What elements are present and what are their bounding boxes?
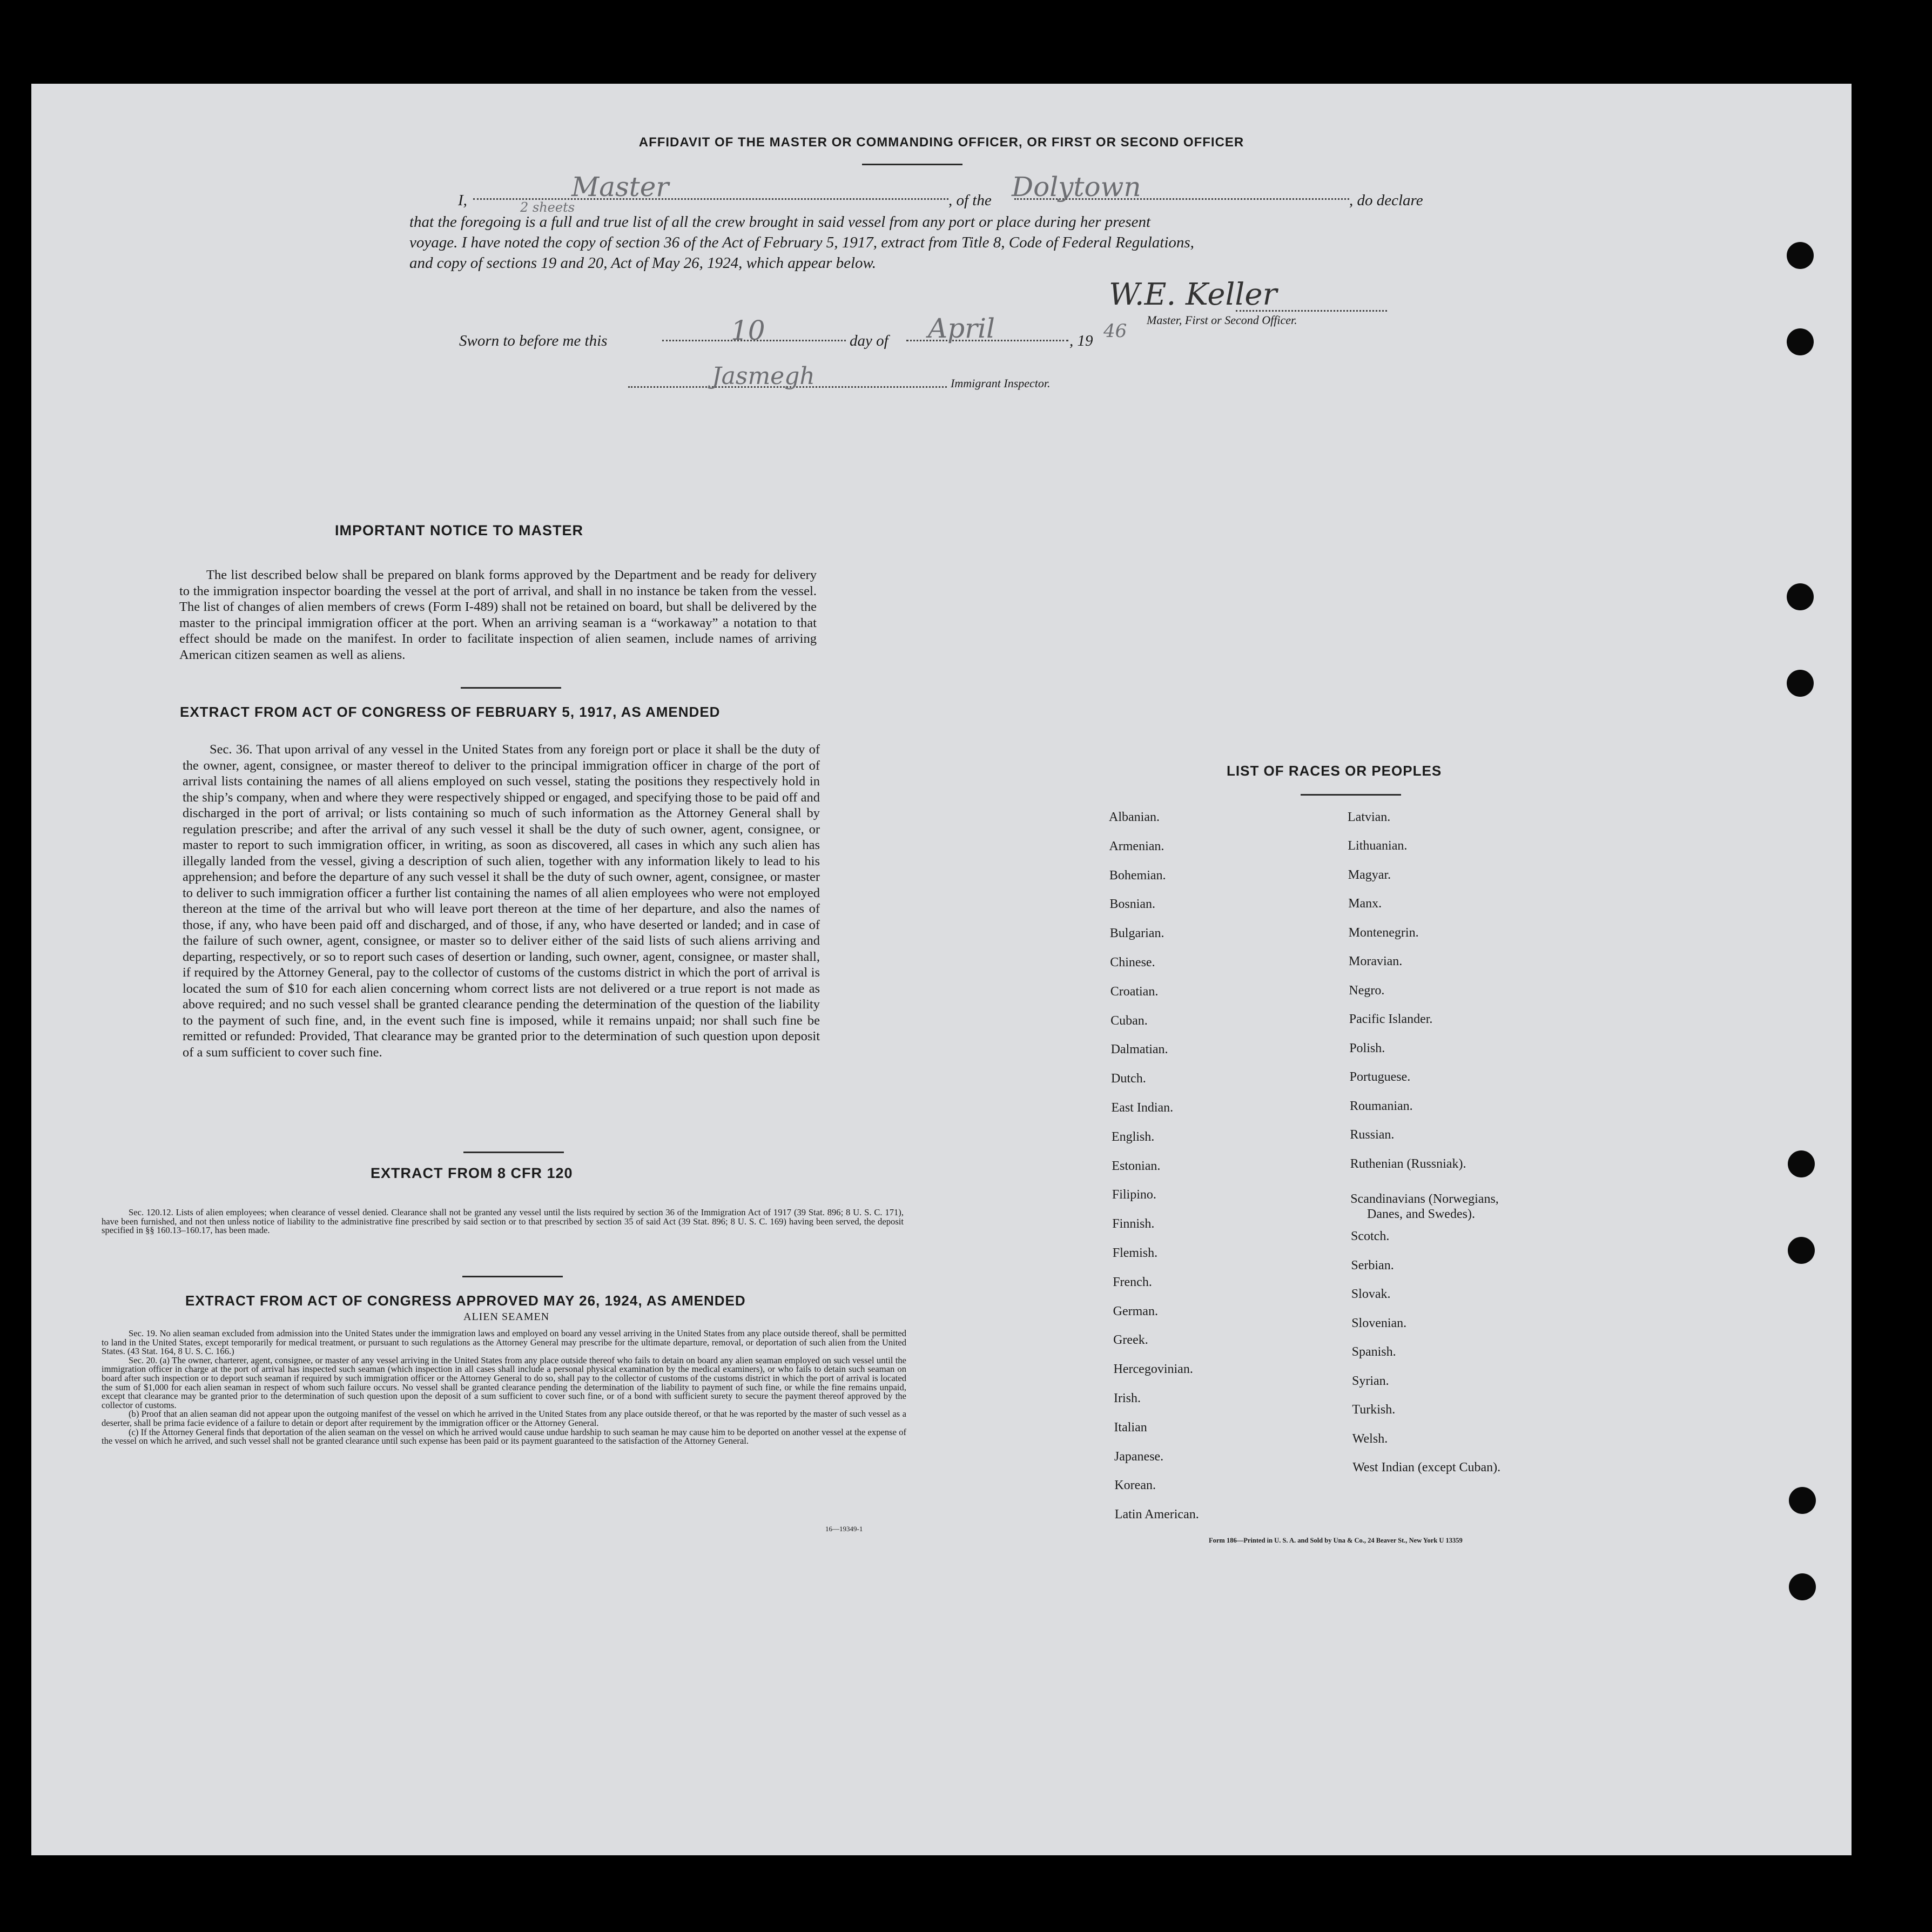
handwritten-vessel: Dolytown: [1012, 171, 1141, 203]
signature-blank: [1236, 310, 1387, 312]
punch-hole: [1787, 583, 1814, 610]
race-item: Ruthenian (Russniak).: [1350, 1157, 1466, 1171]
race-item: Lithuanian.: [1348, 839, 1408, 853]
race-item: Latin American.: [1114, 1507, 1199, 1522]
race-item: Welsh.: [1352, 1432, 1388, 1446]
races-title-rule: [1301, 794, 1401, 796]
race-item: Russian.: [1350, 1128, 1395, 1142]
extract-1917-title: EXTRACT FROM ACT OF CONGRESS OF FEBRUARY 5, 1917, AS AMENDED: [180, 704, 721, 720]
document-sheet: [31, 84, 1852, 1855]
race-item: Bosnian.: [1109, 897, 1156, 912]
punch-hole: [1789, 1487, 1816, 1514]
form-code: 16—19349-1: [825, 1525, 863, 1533]
race-item: Japanese.: [1114, 1449, 1164, 1464]
signer-caption: Master, First or Second Officer.: [1147, 313, 1297, 327]
handwritten-position: Master: [571, 171, 669, 203]
race-item: Estonian.: [1112, 1159, 1161, 1173]
form-footer: Form 186—Printed in U. S. A. and Sold by Una & Co., 24 Beaver St., New York U 13359: [1209, 1537, 1463, 1544]
punch-hole: [1789, 1573, 1816, 1600]
section-rule: [463, 1152, 564, 1153]
race-item: Syrian.: [1352, 1374, 1389, 1388]
sec36-paragraph: Sec. 36. That upon arrival of any vessel in the United States from any foreign port or place it shall be the duty of the owner, agent, consignee, or master thereof to deliver to the principal immigration officer in charge of the port of arrival lists containing the names of all aliens employed on such vessel, stating the positions they respectively hold in the ship’s company, when and where they were respectively shipped or engaged, and specifying those to be paid off and discharged in the port of arrival; or lists containing so much of such information as the Attorney General shall by regulation prescribe; and after the arrival of any such vessel it shall be the duty of such owner, agent, consignee, or master to report to such immigration officer, in writing, as soon as discovered, all cases in which any such alien has illegally landed from the vessel, giving a description of such alien, together with any information likely to lead to his apprehension; and before the departure of any such vessel it shall be the duty of such owner, agent, consignee, or master to deliver to such immigration officer a further list containing the names of all alien employees who were not employed thereon at the time of the arrival but who will leave port thereon at the time of her departure, and also the names of those, if any, who have been paid off and discharged, and of those, if any, who have deserted or landed; and in case of the failure of such owner, agent, consignee, or master so to deliver either of the said lists of such aliens arriving and departing, respectively, or so to report such cases of desertion or landing, such owner, agent, consignee, or master shall, if required by the Attorney General, pay to the collector of customs of the customs district in which the port of arrival is located the sum of $10 for each alien concerning whom correct lists are not delivered or a true report is not made as above required; and no such vessel shall be granted clearance pending the determination of the question of the liability to the payment of such fine, and, in the event such fine is imposed, while it remains unpaid; nor shall such fine be remitted or refunded: Provided, That clearance may be granted prior to the determination of such question upon deposit of a sum sufficient to cover such fine.: [183, 742, 820, 1060]
race-item: Danes, and Swedes).: [1367, 1207, 1475, 1221]
extract-1924-title: EXTRACT FROM ACT OF CONGRESS APPROVED MAY 26, 1924, AS AMENDED: [185, 1293, 746, 1309]
race-item: Slovenian.: [1351, 1316, 1407, 1330]
race-item: Italian: [1114, 1420, 1147, 1435]
race-item: Flemish.: [1112, 1246, 1158, 1260]
race-item: Serbian.: [1351, 1258, 1394, 1273]
race-item: Bulgarian.: [1109, 926, 1164, 941]
title-rule: [862, 164, 962, 165]
race-item: Manx.: [1348, 897, 1382, 911]
extract-1917-body: [183, 742, 820, 1060]
notice-paragraph: The list described below shall be prepared on blank forms approved by the Department and be ready for delivery to the immigration inspector boarding the vessel at the port of arrival, and shall in no instance be taken from the vessel. The list of changes of alien members of crews (Form I-489) shall not be retained on board, but shall be delivered by the master to the principal immigration officer at the port. When an arriving seaman is a “workaway” a notation to that effect should be made on the manifest. In order to facilitate inspection of alien seamen, include names of arriving American citizen seamen as well as aliens.: [179, 568, 817, 662]
sec20a-paragraph: Sec. 20. (a) The owner, charterer, agent, consignee, or master of any vessel arriving in the United States from any place outside thereof who fails to detain on board any alien seaman employed on such vessel until the immigration officer in charge at the port of arrival has inspected such seaman (which inspection in all cases shall include a personal physical examination by the medical examiners), or who fails to detain such seaman on board after such inspection or to deport such seaman if required by such immigration officer or the Attorney General to do so, shall pay to the collector of customs of the customs district in which the port of arrival is located the sum of $1,000 for each alien seaman in respect of whom such failure occurs. No vessel shall be granted clearance pending the determination of the liability to payment of such fine, or while the fine remains unpaid, except that clearance may be granted prior to the determination of such question upon the deposit of a sum sufficient to cover such fine, or of a bond with sufficient surety to secure the payment thereof approved by the collector of customs.: [102, 1355, 906, 1410]
race-item: Cuban.: [1110, 1013, 1148, 1028]
race-item: Finnish.: [1112, 1217, 1155, 1231]
sec19-paragraph: Sec. 19. No alien seaman excluded from admission into the United States under the immigration laws and employed on board any vessel arriving in the United States from any place outside thereof, shall be permitted to land in the United States, except temporarily for medical treatment, or pursuant to such regulations as the Attorney General may prescribe for the ultimate departure, removal, or deportation of such alien from the United States. (43 Stat. 164, 8 U. S. C. 166.): [102, 1328, 906, 1357]
handwritten-inspector: Jasmegh: [712, 362, 815, 390]
handwritten-signature: W.E. Keller: [1109, 277, 1277, 312]
race-item: Chinese.: [1110, 955, 1155, 970]
race-item: Portuguese.: [1349, 1070, 1411, 1084]
affidavit-line4: and copy of sections 19 and 20, Act of May 26, 1924, which appear below.: [409, 254, 876, 272]
punch-hole: [1788, 1237, 1815, 1264]
section-rule: [461, 687, 561, 689]
race-item: Turkish.: [1352, 1403, 1396, 1417]
race-item: Polish.: [1349, 1041, 1385, 1055]
race-item: Albanian.: [1109, 810, 1160, 824]
inspector-caption: Immigrant Inspector.: [951, 376, 1051, 390]
race-item: Filipino.: [1112, 1188, 1156, 1202]
extract-cfr-body: [102, 1208, 904, 1235]
notice-body: [179, 567, 817, 663]
race-item: Moravian.: [1349, 954, 1403, 968]
race-item: Korean.: [1114, 1478, 1156, 1493]
punch-hole: [1787, 670, 1814, 697]
race-item: Greek.: [1113, 1333, 1148, 1348]
handwritten-month: April: [928, 313, 995, 344]
affidavit-line1-i: I,: [458, 192, 467, 209]
cfr-paragraph: Sec. 120.12. Lists of alien employees; when clearance of vessel denied. Clearance shall not be granted any vessel until the lists required by section 36 of the Immigration Act of 1917 (39 Stat. 896; 8 U. S. C. 171), have been furnished, and not then unless notice of liability to the administrative fine prescribed by said section or to that prescribed by section 35 of said Act (39 Stat. 896; 8 U. S. C. 169) having been served, the deposit specified in §§ 160.13–160.17, has been made.: [102, 1207, 904, 1236]
race-item: East Indian.: [1111, 1101, 1174, 1115]
race-item: Scandinavians (Norwegians,: [1350, 1192, 1499, 1206]
affidavit-line1-declare: , do declare: [1349, 192, 1423, 209]
extract-cfr-title: EXTRACT FROM 8 CFR 120: [371, 1165, 573, 1181]
punch-hole: [1787, 242, 1814, 269]
handwritten-year: 46: [1103, 320, 1127, 342]
race-item: Croatian.: [1110, 984, 1159, 999]
race-item: Roumanian.: [1350, 1099, 1413, 1113]
race-item: Latvian.: [1348, 810, 1391, 824]
race-item: Slovak.: [1351, 1287, 1391, 1301]
handwritten-day: 10: [731, 315, 765, 346]
sworn-day-of: day of: [850, 332, 888, 349]
race-item: Dalmatian.: [1110, 1042, 1168, 1057]
race-item: Hercegovinian.: [1113, 1362, 1193, 1377]
section-rule: [462, 1276, 563, 1277]
sec20b-paragraph: (b) Proof that an alien seaman did not appear upon the outgoing manifest of the vessel on which he arrived in the United States from any place outside thereof, or that he was reported by the master of such vessel as a deserter, shall be prima facie evidence of a failure to detain or deport after requirement by the immigration officer or the Attorney General.: [102, 1409, 906, 1428]
race-item: Irish.: [1114, 1391, 1141, 1405]
punch-hole: [1787, 328, 1814, 355]
races-title: LIST OF RACES OR PEOPLES: [1227, 763, 1442, 779]
punch-hole: [1788, 1150, 1815, 1177]
race-item: Pacific Islander.: [1349, 1012, 1433, 1026]
affidavit-line1-of-the: , of the: [948, 192, 992, 209]
race-item: French.: [1113, 1275, 1152, 1289]
extract-1924-subtitle: ALIEN SEAMEN: [463, 1311, 550, 1323]
notice-title: IMPORTANT NOTICE TO MASTER: [335, 522, 583, 538]
race-item: Bohemian.: [1109, 868, 1166, 883]
race-item: West Indian (except Cuban).: [1352, 1460, 1501, 1475]
extract-1924-body: [102, 1329, 906, 1446]
race-item: Magyar.: [1348, 868, 1391, 882]
race-item: German.: [1113, 1304, 1158, 1318]
race-item: Spanish.: [1351, 1345, 1396, 1359]
race-item: Dutch.: [1111, 1072, 1146, 1086]
handwritten-sheets: 2 sheets: [520, 200, 575, 215]
affidavit-title: AFFIDAVIT OF THE MASTER OR COMMANDING OFFICER, OR FIRST OR SECOND OFFICER: [638, 135, 1244, 150]
race-item: Armenian.: [1109, 839, 1164, 853]
sec20c-paragraph: (c) If the Attorney General finds that deportation of the alien seaman on the vessel on which he arrived would cause undue hardship to such seaman he may cause him to be deported on another vessel at the expense of the vessel on which he arrived, and such vessel shall not be granted clearance until such expense has been paid or its payment guaranteed to the satisfaction of the Attorney General.: [102, 1426, 906, 1446]
sworn-prefix: Sworn to before me this: [459, 332, 608, 349]
race-item: Negro.: [1349, 984, 1385, 998]
race-item: Scotch.: [1351, 1229, 1390, 1243]
sworn-year-prefix: , 19: [1069, 332, 1093, 349]
affidavit-line3: voyage. I have noted the copy of section 36 of the Act of February 5, 1917, extract from Title 8, Code of Federal Regulations,: [409, 234, 1194, 251]
affidavit-line2: that the foregoing is a full and true list of all the crew brought in said vessel from any port or place during her present: [409, 213, 1151, 231]
race-item: Montenegrin.: [1348, 926, 1419, 940]
race-item: English.: [1111, 1129, 1155, 1144]
